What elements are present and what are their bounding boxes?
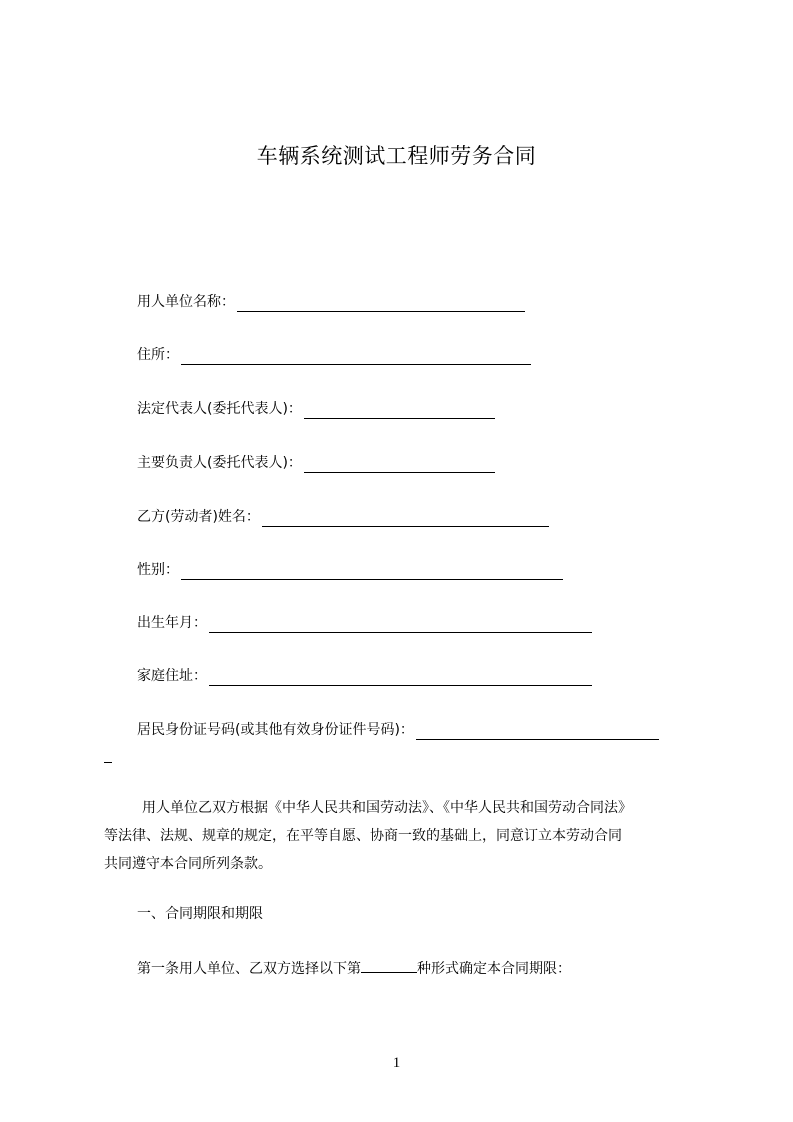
article-1-blank[interactable] <box>361 958 417 973</box>
worker-name-blank[interactable] <box>262 511 549 527</box>
employer-name-field <box>137 292 525 312</box>
article-1-text-before: 第一条用人单位、乙双方选择以下第 <box>137 961 361 977</box>
intro-paragraph <box>104 794 704 878</box>
legal-rep-field <box>137 399 495 419</box>
address-label: 住所： <box>137 347 179 363</box>
home-address-blank[interactable] <box>209 670 592 686</box>
worker-name-label: 乙方(劳动者)姓名： <box>137 509 260 525</box>
home-address-field <box>137 666 592 686</box>
id-number-label: 居民身份证号码(或其他有效身份证件号码)： <box>137 722 414 738</box>
principal-blank[interactable] <box>304 457 495 473</box>
principal-field <box>137 453 495 473</box>
employer-name-blank[interactable] <box>237 296 525 312</box>
employer-name-label: 用人单位名称： <box>137 294 235 310</box>
legal-rep-label: 法定代表人(委托代表人)： <box>137 401 302 417</box>
intro-line-3: 共同遵守本合同所列条款。 <box>104 856 272 872</box>
id-number-field <box>137 720 659 740</box>
id-number-blank[interactable] <box>416 724 659 740</box>
article-1 <box>137 958 571 979</box>
section-heading-1: 一、合同期限和期限 <box>137 906 263 922</box>
gender-field <box>137 560 563 580</box>
worker-name-field <box>137 507 549 527</box>
birth-date-blank[interactable] <box>209 617 592 633</box>
home-address-label: 家庭住址： <box>137 668 207 684</box>
address-field <box>137 345 531 365</box>
birth-date-label: 出生年月： <box>137 615 207 631</box>
principal-label: 主要负责人(委托代表人)： <box>137 455 302 471</box>
intro-line-2: 等法律、法规、规章的规定，在平等自愿、协商一致的基础上，同意订立本劳动合同 <box>104 828 622 844</box>
gender-blank[interactable] <box>181 564 563 580</box>
article-1-text-after: 种形式确定本合同期限： <box>417 961 571 977</box>
document-title: 车辆系统测试工程师劳务合同 <box>256 144 537 168</box>
birth-date-field <box>137 613 592 633</box>
gender-label: 性别： <box>137 562 179 578</box>
legal-rep-blank[interactable] <box>304 403 495 419</box>
intro-line-1: 用人单位乙双方根据《中华人民共和国劳动法》、《中华人民共和国劳动合同法》 <box>142 800 632 816</box>
page-number: 1 <box>392 1055 401 1071</box>
id-number-blank-overflow <box>104 762 112 763</box>
address-blank[interactable] <box>181 349 531 365</box>
